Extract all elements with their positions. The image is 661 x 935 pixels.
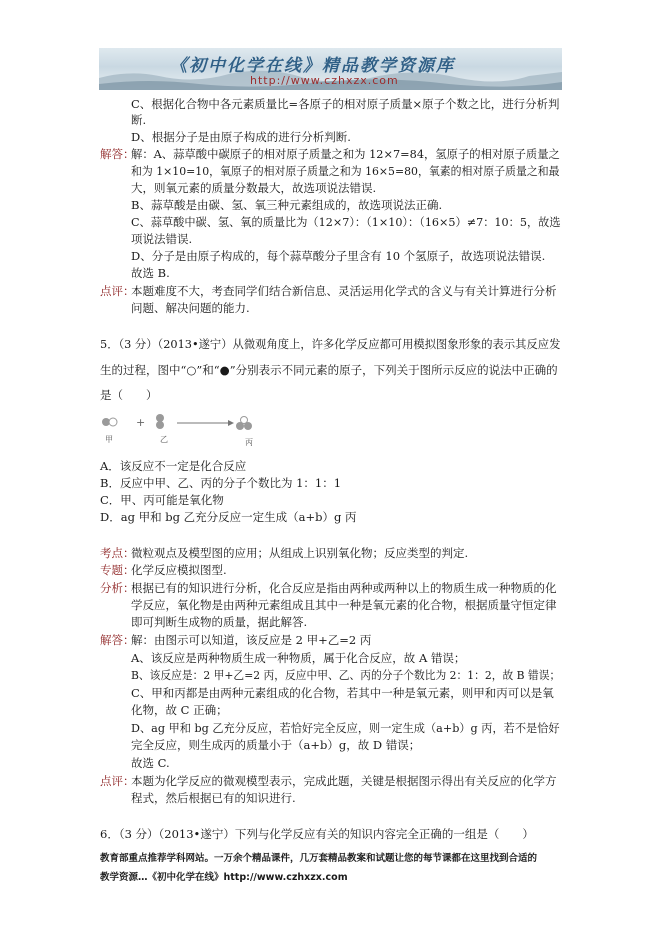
q4-answer-tag: 解答： (100, 147, 135, 161)
q4-answer-line: 故选 B. (131, 266, 170, 280)
banner-url[interactable]: http://www.czhxzx.com (250, 74, 399, 87)
q5-stem-line: 是（ ） (100, 388, 158, 402)
q5-kaodian-tag: 考点： (100, 546, 135, 560)
q4-answer-line: B、蒜草酸是由碳、氢、氧三种元素组成的，故选项说法正确. (131, 198, 443, 212)
q5-answer-line: C、甲和丙都是由两种元素组成的化合物，若其中一种是氧元素，则甲和丙可以是氧 (131, 686, 554, 700)
q5-zhuanti: 化学反应模拟图型. (131, 563, 227, 577)
figure-label: 乙 (160, 435, 168, 444)
q5-stem-line: 生的过程，图中“○”和“●”分别表示不同元素的原子，下列关于图所示反应的说法中正确的 (100, 363, 558, 377)
q5-option-b: B．反应中甲、乙、丙的分子个数比为 1：1：1 (100, 476, 342, 490)
banner-title: 《初中化学在线》精品教学资源库 (170, 56, 455, 76)
q6-stem: 6．（3 分）（2013•遂宁）下列与化学反应有关的知识内容完全正确的一组是（ ） (100, 827, 534, 841)
q4-answer-line: 和为 1×10=10，氧原子的相对原子质量之和为 16×5=80，氧素的相对原子质量之和最 (131, 164, 560, 178)
q4-comment-line: 问题、解决问题的能力. (131, 301, 250, 315)
q5-analysis-line: 学反应，氧化物是由两种元素组成且其中一种是氧元素的化合物，根据质量守恒定律 (131, 598, 557, 612)
q4-answer-line: C、蒜草酸中碳、氢、氧的质量比为（12×7）：（1×10）：（16×5）≠7：10：5，故选 (131, 215, 561, 229)
q5-answer-line: 故选 C. (131, 756, 170, 770)
q5-analysis-line: 即可判断生成物的质量，据此解答. (131, 615, 308, 629)
q5-zhuanti-tag: 专题： (100, 563, 135, 577)
q5-answer-line: 解：由图示可以知道，该反应是 2 甲+乙=2 丙 (131, 633, 372, 647)
molecule-a (102, 418, 117, 426)
q4-line: 断. (131, 113, 147, 127)
molecule-c (236, 417, 252, 431)
q4-answer-line: 项说法错误. (131, 232, 193, 246)
q5-comment-line: 本题为化学反应的微观模型表示，完成此题，关键是根据图示得出有关反应的化学方 (131, 774, 557, 788)
q5-answer-line: A、该反应是两种物质生成一种物质，属于化合反应，故 A 错误； (131, 651, 466, 665)
q4-answer-line: D、分子是由原子构成的，每个蒜草酸分子里含有 10 个氢原子，故选项说法错误. (131, 249, 546, 263)
q5-option-d: D．ag 甲和 bg 乙充分反应一定生成（a+b）g 丙 (100, 510, 357, 524)
q4-line: C、根据化合物中各元素质量比=各原子的相对原子质量×原子个数之比，进行分析判 (131, 97, 560, 111)
q5-comment-tag: 点评： (100, 774, 135, 788)
q4-answer-line: 解：A、蒜草酸中碳原子的相对原子质量之和为 12×7=84，氢原子的相对原子质量之 (131, 147, 560, 161)
q4-answer-line: 大，则氧元素的质量分数最大，故选项说法错误. (131, 181, 377, 195)
arrow-head (228, 420, 234, 426)
q5-analysis-tag: 分析： (100, 581, 135, 595)
reaction-figure (100, 410, 280, 448)
q5-answer-line: B、该反应是：2 甲+乙=2 丙，反应中甲、乙、丙的分子个数比为 2：1：2，故 B 错误； (131, 668, 561, 682)
plus-sign: + (136, 416, 146, 429)
molecule-b (156, 414, 164, 429)
q5-stem-line: 5．（3 分）（2013•遂宁）从微观角度上，许多化学反应都可用模拟图象形象的表示其反应发 (100, 337, 561, 351)
q4-line: D、根据分子是由原子构成的进行分析判断. (131, 130, 351, 144)
q5-analysis-line: 根据已有的知识进行分析，化合反应是指由两种或两种以上的物质生成一种物质的化 (131, 581, 557, 595)
q5-answer-line: 完全反应，则生成丙的质量小于（a+b）g，故 D 错误； (131, 738, 421, 752)
figure-label: 甲 (105, 435, 113, 444)
q5-option-a: A．该反应不一定是化合反应 (100, 459, 247, 473)
figure-label: 丙 (245, 438, 253, 447)
q4-comment-tag: 点评： (100, 284, 135, 298)
q5-answer-line: D、ag 甲和 bg 乙充分反应，若恰好完全反应，则一定生成（a+b）g 丙，若不是恰好 (131, 721, 560, 735)
q5-kaodian: 微粒观点及模型图的应用；从组成上识别氧化物；反应类型的判定. (131, 546, 469, 560)
q5-answer-line: 化物，故 C 正确； (131, 703, 228, 717)
footer-line: 教学资源…《初中化学在线》http://www.czhxzx.com (100, 872, 348, 883)
q4-comment-line: 本题难度不大，考查同学们结合新信息、灵活运用化学式的含义与有关计算进行分析 (131, 284, 557, 298)
q5-answer-tag: 解答： (100, 633, 135, 647)
q5-comment-line: 程式，然后根据已有的知识进行. (131, 791, 296, 805)
q5-option-c: C．甲、丙可能是氧化物 (100, 493, 224, 507)
footer-line: 教育部重点推荐学科网站。一万余个精品课件，几万套精品教案和试题让您的每节课都在这里找到合适的 (100, 853, 538, 864)
